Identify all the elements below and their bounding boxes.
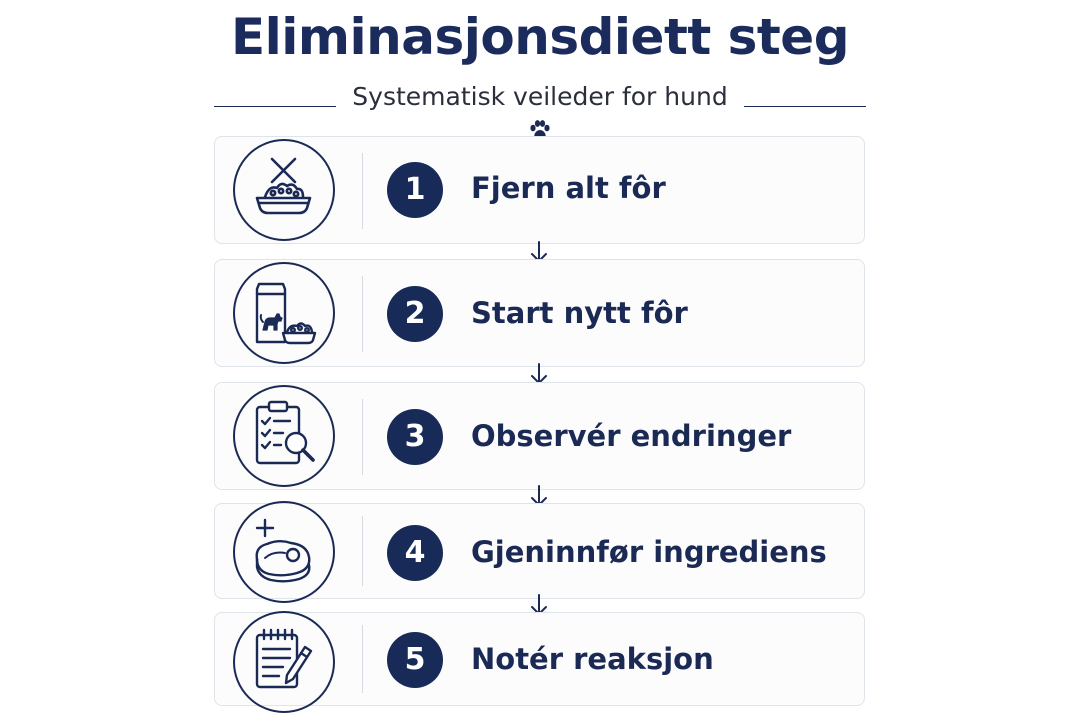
step-2-icon-circle xyxy=(233,262,335,364)
clipboard-magnifier-icon xyxy=(235,387,332,484)
step-5-icon-circle xyxy=(233,611,335,713)
step-4-number-badge: 4 xyxy=(387,525,443,581)
step-3-label: Observér endringer xyxy=(471,419,792,453)
step-card-4 xyxy=(214,503,865,599)
subtitle: Systematisk veileder for hund xyxy=(352,82,728,111)
step-card-1 xyxy=(214,136,865,244)
subtitle-rule-left xyxy=(214,106,336,107)
subtitle-row xyxy=(214,80,866,116)
step-4-icon-circle xyxy=(233,501,335,603)
step-1-divider xyxy=(362,153,363,229)
step-card-5 xyxy=(214,612,865,706)
step-1-number-badge: 1 xyxy=(387,162,443,218)
step-3-icon-circle xyxy=(233,385,335,487)
step-2-number-badge: 2 xyxy=(387,286,443,342)
step-card-3 xyxy=(214,382,865,490)
food-bag-dog-icon xyxy=(235,264,332,361)
step-1-icon-circle xyxy=(233,139,335,241)
step-5-divider xyxy=(362,625,363,693)
notepad-pen-icon xyxy=(235,613,332,710)
page-title: Eliminasjonsdiett steg xyxy=(230,8,850,66)
meat-plus-icon xyxy=(235,503,332,600)
step-card-2 xyxy=(214,259,865,367)
step-4-divider xyxy=(362,516,363,586)
food-bowl-cross-icon xyxy=(235,141,332,238)
step-3-number-badge: 3 xyxy=(387,409,443,465)
step-3-divider xyxy=(362,399,363,475)
step-2-divider xyxy=(362,276,363,352)
step-1-label: Fjern alt fôr xyxy=(471,171,666,205)
step-5-number-badge: 5 xyxy=(387,632,443,688)
step-2-label: Start nytt fôr xyxy=(471,296,688,330)
step-4-label: Gjeninnfør ingrediens xyxy=(471,535,827,569)
subtitle-rule-right xyxy=(744,106,866,107)
step-5-label: Notér reaksjon xyxy=(471,642,714,676)
